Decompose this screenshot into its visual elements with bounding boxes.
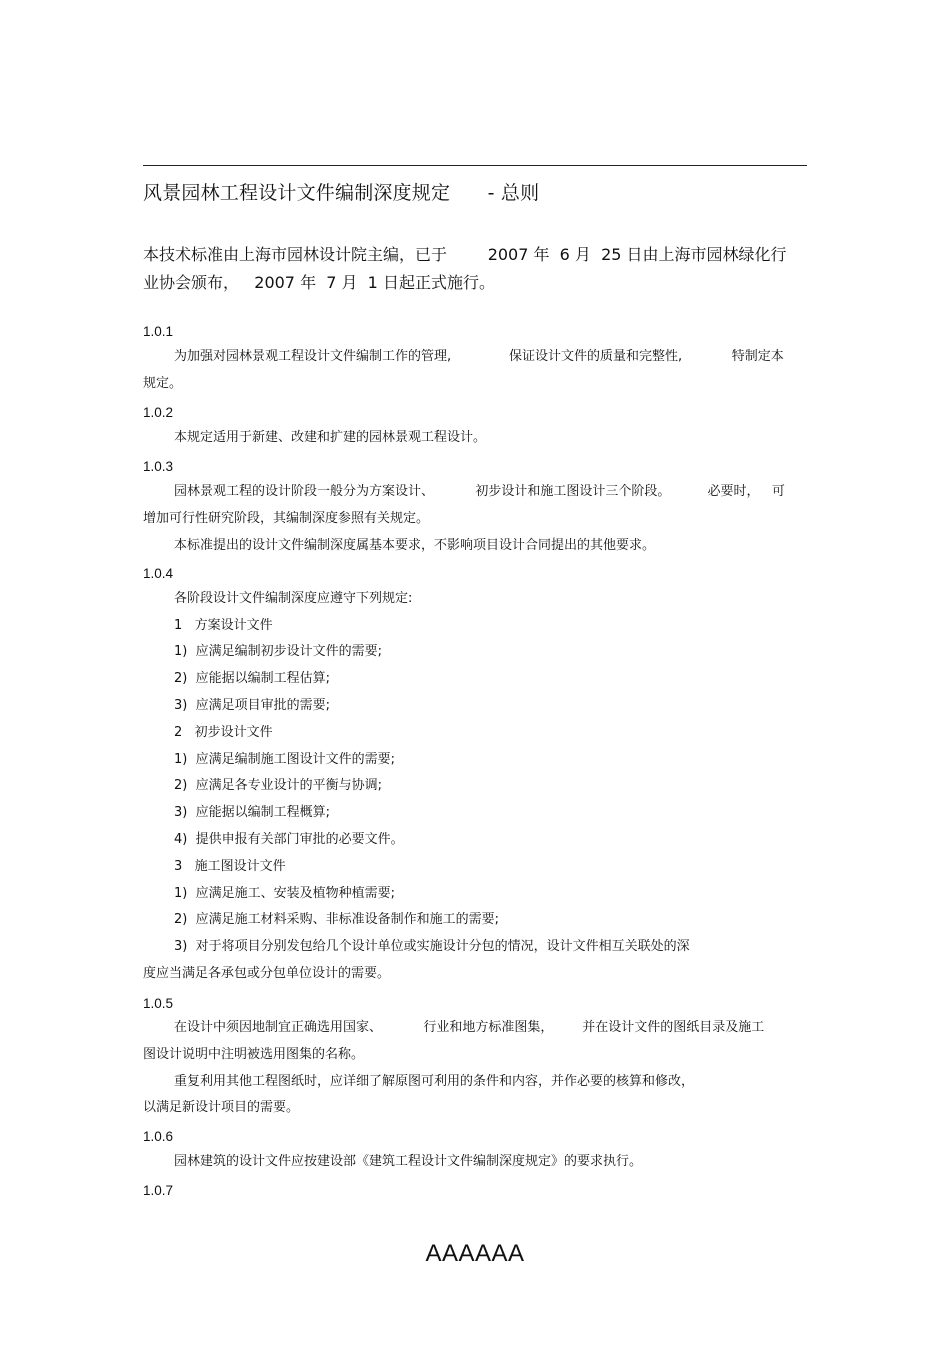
document-title: 风景园林工程设计文件编制深度规定 - 总则: [143, 182, 540, 204]
paragraph-line: 在设计中须因地制宜正确选用国家、 行业和地方标准图集， 并在设计文件的图纸目录及施工: [174, 1020, 765, 1035]
list-item: 2) 应满足各专业设计的平衡与协调;: [174, 778, 382, 793]
paragraph-line: 重复利用其他工程图纸时，应详细了解原图可利用的条件和内容，并作必要的核算和修改，: [174, 1074, 695, 1089]
paragraph-line: 以满足新设计项目的需要。: [143, 1100, 300, 1115]
list-item: 3) 应满足项目审批的需要;: [174, 698, 330, 713]
section-number: 1.0.5: [143, 996, 174, 1011]
intro-line-2: 业协会颁布， 2007 年 7 月 1 日起正式施行。: [143, 273, 495, 292]
paragraph-line: 图设计说明中注明被选用图集的名称。: [143, 1047, 365, 1062]
paragraph-line: 为加强对园林景观工程设计文件编制工作的管理, 保证设计文件的质量和完整性, 特制定本: [174, 349, 784, 364]
section-number: 1.0.7: [143, 1183, 174, 1198]
list-item: 3) 对于将项目分别发包给几个设计单位或实施设计分包的情况，设计文件相互关联处的深: [174, 939, 690, 954]
page-footer: AAAAAA: [425, 1240, 525, 1267]
list-item: 1) 应满足施工、安装及植物种植需要;: [174, 886, 395, 901]
list-item: 1 方案设计文件: [174, 618, 273, 633]
section-number: 1.0.4: [143, 566, 174, 581]
paragraph-line: 度应当满足各承包或分包单位设计的需要。: [143, 966, 391, 981]
intro-line-1: 本技术标准由上海市园林设计院主编，已于 2007 年 6 月 25 日由上海市园林绿化行: [143, 245, 787, 264]
list-item: 3) 应能据以编制工程概算;: [174, 805, 330, 820]
section-number: 1.0.1: [143, 324, 174, 339]
list-item: 1) 应满足编制施工图设计文件的需要;: [174, 752, 395, 767]
list-item: 1) 应满足编制初步设计文件的需要;: [174, 644, 382, 659]
section-number: 1.0.6: [143, 1129, 174, 1144]
header-rule: [143, 165, 807, 166]
list-item: 2) 应满足施工材料采购、非标准设备制作和施工的需要;: [174, 912, 499, 927]
list-item: 2) 应能据以编制工程估算;: [174, 671, 330, 686]
paragraph-line: 本规定适用于新建、改建和扩建的园林景观工程设计。: [174, 430, 487, 445]
paragraph-line: 规定。: [143, 376, 183, 391]
list-item: 3 施工图设计文件: [174, 859, 286, 874]
paragraph-line: 本标准提出的设计文件编制深度属基本要求，不影响项目设计合同提出的其他要求。: [174, 538, 656, 553]
list-item: 2 初步设计文件: [174, 725, 273, 740]
paragraph-line: 增加可行性研究阶段，其编制深度参照有关规定。: [143, 511, 430, 526]
section-number: 1.0.3: [143, 459, 174, 474]
paragraph-line: 园林景观工程的设计阶段一般分为方案设计、 初步设计和施工图设计三个阶段。 必要时， 可: [174, 484, 785, 499]
paragraph-line: 园林建筑的设计文件应按建设部《建筑工程设计文件编制深度规定》的要求执行。: [174, 1154, 643, 1169]
section-number: 1.0.2: [143, 405, 174, 420]
paragraph-line: 各阶段设计文件编制深度应遵守下列规定:: [174, 591, 413, 606]
list-item: 4) 提供申报有关部门审批的必要文件。: [174, 832, 404, 847]
